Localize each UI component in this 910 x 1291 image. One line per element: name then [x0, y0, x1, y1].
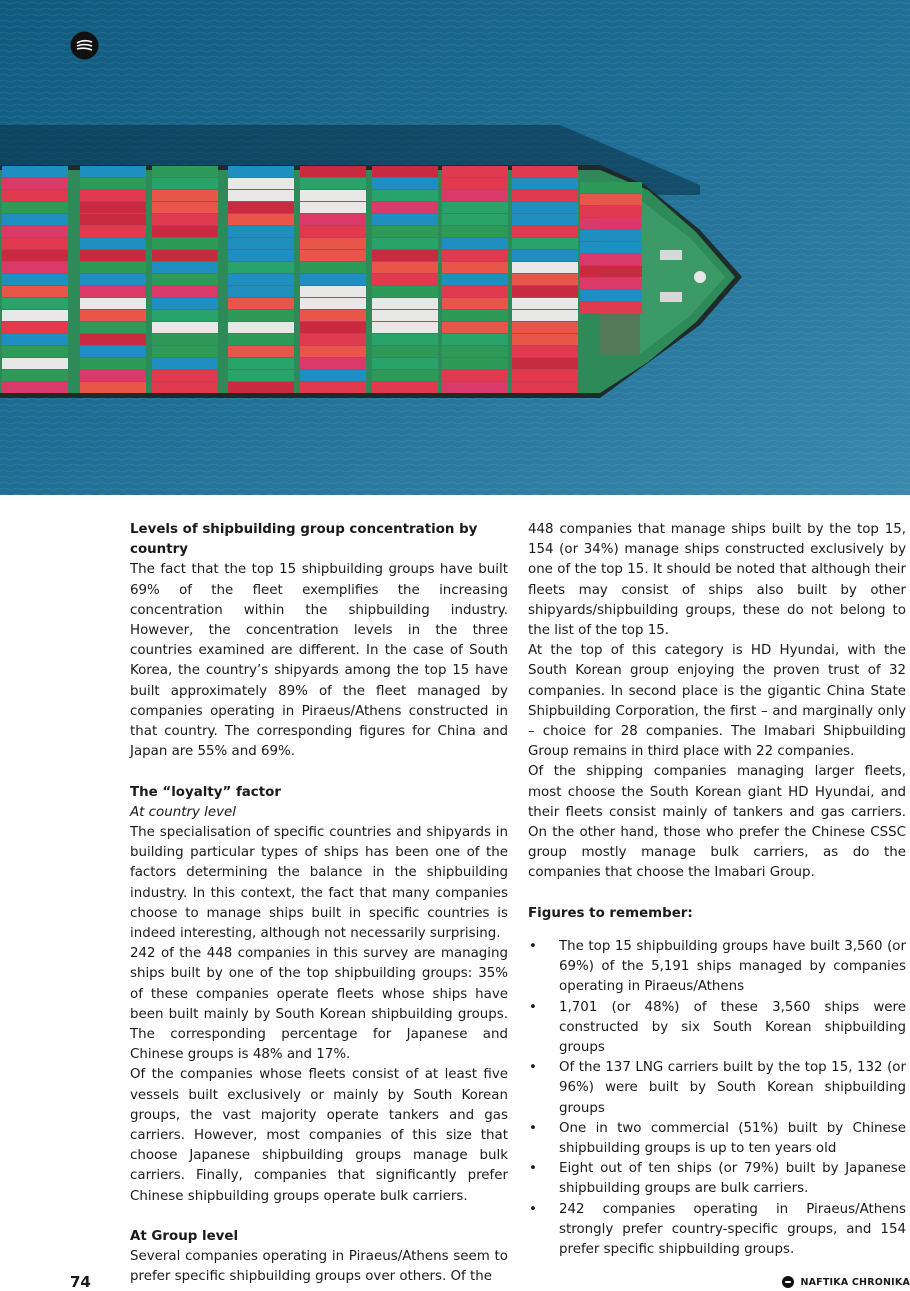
container-block [300, 346, 366, 357]
container-block [300, 310, 366, 321]
container-block [512, 190, 578, 201]
container-block [152, 322, 218, 333]
container-block [372, 298, 438, 309]
list-item: • 242 companies operating in Piraeus/Athens strongly prefer country-specific groups, and 154 prefer specific shipbuilding groups. [529, 1201, 906, 1258]
container-block [300, 178, 366, 189]
container-block [2, 166, 68, 177]
container-block [152, 226, 218, 237]
container-block [372, 274, 438, 285]
container-block [580, 230, 642, 241]
container-block [80, 178, 146, 189]
container-block [228, 298, 294, 309]
container-block [152, 310, 218, 321]
container-block [442, 334, 508, 345]
bullet: • [529, 999, 537, 1015]
container-block [372, 262, 438, 273]
container-block [228, 214, 294, 225]
container-block [372, 322, 438, 333]
container-block [80, 382, 146, 393]
container-block [2, 190, 68, 201]
container-block [372, 346, 438, 357]
container-block [512, 334, 578, 345]
container-block [300, 166, 366, 177]
container-block [80, 190, 146, 201]
container-block [80, 298, 146, 309]
container-block [300, 202, 366, 213]
list-item: • Eight out of ten ships (or 79%) built by Japanese shipbuilding groups are bulk carriers. [529, 1161, 906, 1197]
paragraph: Of the shipping companies managing larger fleets, most choose the South Korean giant HD Hyundai, and their fleets consist mainly of tankers and gas carriers. On the other hand, those who prefer the Chinese CSSC group mostly manage bulk carriers, as do the companies that choose the Imabari Group. [528, 764, 906, 881]
container-block [512, 274, 578, 285]
heading-concentration: Levels of shipbuilding group concentration by country [130, 522, 478, 558]
container-block [2, 370, 68, 381]
container-block [442, 178, 508, 189]
container-block [442, 274, 508, 285]
container-block [442, 310, 508, 321]
container-block [80, 370, 146, 381]
container-block [300, 226, 366, 237]
container-block [512, 382, 578, 393]
container-block [580, 290, 642, 301]
container-block [80, 322, 146, 333]
container-block [152, 286, 218, 297]
container-block [228, 286, 294, 297]
container-block [228, 322, 294, 333]
container-block [228, 238, 294, 249]
container-block [228, 310, 294, 321]
container-block [372, 238, 438, 249]
heading-group-level: At Group level [130, 1229, 239, 1245]
container-block [2, 310, 68, 321]
container-block [580, 206, 642, 217]
container-block [80, 214, 146, 225]
container-block [372, 310, 438, 321]
container-block [580, 182, 642, 193]
bullet: • [529, 1120, 537, 1136]
container-block [512, 370, 578, 381]
left-column [130, 520, 508, 1288]
container-block [512, 166, 578, 177]
container-block [2, 262, 68, 273]
container-block [228, 226, 294, 237]
bullet: • [529, 1060, 537, 1076]
container-block [80, 346, 146, 357]
container-block [2, 382, 68, 393]
container-block [442, 322, 508, 333]
naftika-chronika-logo-icon [70, 31, 99, 60]
container-block [152, 238, 218, 249]
container-block [80, 310, 146, 321]
container-block [512, 202, 578, 213]
container-block [80, 286, 146, 297]
container-block [442, 250, 508, 261]
container-block [152, 274, 218, 285]
container-block [80, 166, 146, 177]
container-block [300, 238, 366, 249]
container-block [512, 322, 578, 333]
container-block [152, 250, 218, 261]
container-block [580, 218, 642, 229]
container-block [300, 334, 366, 345]
container-block [512, 178, 578, 189]
container-block [152, 262, 218, 273]
container-block [442, 190, 508, 201]
container-block [512, 214, 578, 225]
container-block [580, 194, 642, 205]
container-block [152, 358, 218, 369]
container-block [2, 178, 68, 189]
paragraph: Of the companies whose fleets consist of at least five vessels built exclusively or mainly by South Korean groups, the vast majority operate tankers and gas carriers. However, most companies of this size that choose Japanese shipbuilding groups manage bulk carriers. Finally, companies that significantly prefer Chinese shipbuilding groups operate bulk carriers. [130, 1067, 508, 1204]
container-block [80, 262, 146, 273]
container-block [2, 250, 68, 261]
container-block [372, 202, 438, 213]
container-block [442, 262, 508, 273]
container-block [300, 250, 366, 261]
container-block [152, 178, 218, 189]
container-block [228, 166, 294, 177]
container-block [442, 238, 508, 249]
container-block [80, 334, 146, 345]
container-block [442, 226, 508, 237]
container-block [228, 358, 294, 369]
container-block [152, 214, 218, 225]
container-block [2, 226, 68, 237]
list-item: • The top 15 shipbuilding groups have built 3,560 (or 69%) of the 5,191 ships managed by companies operating in Piraeus/Athens [529, 939, 906, 995]
container-block [228, 274, 294, 285]
container-block [300, 322, 366, 333]
container-block [300, 262, 366, 273]
container-block [442, 370, 508, 381]
container-block [442, 298, 508, 309]
container-block [228, 370, 294, 381]
container-block [228, 250, 294, 261]
paragraph: 242 of the 448 companies in this survey are managing ships built by one of the top shipbuilding groups: 35% of these companies operate fleets whose ships have been built mainly by South Korean shipbuilding groups. The corresponding percentage for Japanese and Chinese groups is 48% and 17%. [130, 946, 508, 1063]
container-block [300, 190, 366, 201]
heading-figures-to-remember: Figures to remember: [528, 905, 693, 921]
container-block [442, 166, 508, 177]
right-column [528, 520, 906, 1260]
container-block [152, 382, 218, 393]
paragraph: Several companies operating in Piraeus/Athens seem to prefer specific shipbuilding groups over others. Of the [130, 1249, 508, 1285]
container-block [372, 214, 438, 225]
container-block [512, 262, 578, 273]
heading-loyalty: The “loyalty” factor [130, 784, 281, 800]
brand-name: NAFTIKA CHRONIKA [800, 1276, 910, 1288]
container-block [442, 214, 508, 225]
container-block [152, 298, 218, 309]
container-block [300, 370, 366, 381]
container-block [512, 346, 578, 357]
container-block [2, 358, 68, 369]
container-ship-aerial-image [0, 0, 910, 495]
container-block [228, 262, 294, 273]
container-block [80, 250, 146, 261]
container-block [2, 334, 68, 345]
container-block [152, 334, 218, 345]
bullet: • [529, 1161, 537, 1177]
subheading-country-level: At country level [130, 804, 236, 820]
container-block [512, 298, 578, 309]
container-block [300, 214, 366, 225]
container-block [2, 322, 68, 333]
container-block [372, 178, 438, 189]
container-block [372, 358, 438, 369]
container-block [580, 242, 642, 253]
container-block [152, 190, 218, 201]
container-block [442, 346, 508, 357]
naftika-chronika-logo-icon [782, 1276, 794, 1288]
container-block [2, 238, 68, 249]
container-block [372, 286, 438, 297]
container-block [2, 214, 68, 225]
container-block [2, 286, 68, 297]
container-block [228, 190, 294, 201]
container-block [152, 202, 218, 213]
list-item: • 1,701 (or 48%) of these 3,560 ships were constructed by six South Korean shipbuilding groups [529, 999, 906, 1056]
container-block [2, 202, 68, 213]
list-item: • One in two commercial (51%) built by Chinese shipbuilding groups is up to ten years old [529, 1120, 906, 1157]
container-block [300, 274, 366, 285]
bullet: • [529, 1201, 537, 1217]
container-block [80, 358, 146, 369]
container-block [512, 226, 578, 237]
container-block [80, 274, 146, 285]
list-item: • Of the 137 LNG carriers built by the top 15, 132 (or 96%) were built by South Korean shipbuilding groups [529, 1060, 906, 1116]
container-block [300, 358, 366, 369]
container-block [228, 382, 294, 393]
paragraph: At the top of this category is HD Hyundai, with the South Korean group enjoying the proven trust of 32 companies. In second place is the gigantic China State Shipbuilding Corporation, the first – and marginally only – choice for 28 companies. The Imabari Shipbuilding Group remains in third place with 22 companies. [528, 643, 906, 760]
hero-photo [0, 0, 910, 495]
container-block [512, 250, 578, 261]
container-block [512, 238, 578, 249]
container-block [152, 346, 218, 357]
container-block [228, 346, 294, 357]
container-block [80, 202, 146, 213]
container-block [372, 382, 438, 393]
container-block [442, 202, 508, 213]
container-block [512, 310, 578, 321]
paragraph: 448 companies that manage ships built by the top 15, 154 (or 34%) manage ships constructed exclusively by one of the top 15. It should be noted that although their fleets may consist of ships also built by other shipyards/shipbuilding groups, these do not belong to the list of the top 15. [528, 522, 906, 639]
container-block [580, 254, 642, 265]
container-block [442, 358, 508, 369]
figures-list [528, 937, 906, 1260]
paragraph: The specialisation of specific countries and shipyards in building particular types of ships has been one of the factors determining the balance in the shipbuilding industry. In this context, the fact that many companies choose to manage ships built in specific countries is indeed interesting, although not necessarily surprising. [130, 825, 508, 942]
container-block [300, 286, 366, 297]
container-block [152, 166, 218, 177]
container-block [442, 382, 508, 393]
bullet: • [529, 939, 537, 955]
container-block [372, 190, 438, 201]
footer-brand [782, 1276, 910, 1288]
container-block [228, 334, 294, 345]
container-block [372, 226, 438, 237]
container-block [152, 370, 218, 381]
container-block [372, 250, 438, 261]
container-block [80, 226, 146, 237]
container-block [2, 298, 68, 309]
container-block [580, 266, 642, 277]
paragraph: The fact that the top 15 shipbuilding groups have built 69% of the fleet exemplifies the increasing concentration within the shipbuilding industry. However, the concentration levels in the three countries examined are different. In the case of South Korea, the country’s shipyards among the top 15 have built approximately 89% of the fleet managed by companies operating in Piraeus/Athens constructed in that country. The corresponding figures for China and Japan are 55% and 69%. [130, 562, 508, 760]
page-number: 74 [70, 1273, 91, 1291]
container-block [2, 274, 68, 285]
container-block [300, 382, 366, 393]
container-block [228, 178, 294, 189]
container-block [300, 298, 366, 309]
container-block [512, 286, 578, 297]
container-block [580, 278, 642, 289]
container-block [512, 358, 578, 369]
container-block [580, 302, 642, 313]
container-block [372, 334, 438, 345]
container-block [372, 166, 438, 177]
container-block [372, 370, 438, 381]
container-block [80, 238, 146, 249]
container-block [228, 202, 294, 213]
container-block [2, 346, 68, 357]
container-block [442, 286, 508, 297]
